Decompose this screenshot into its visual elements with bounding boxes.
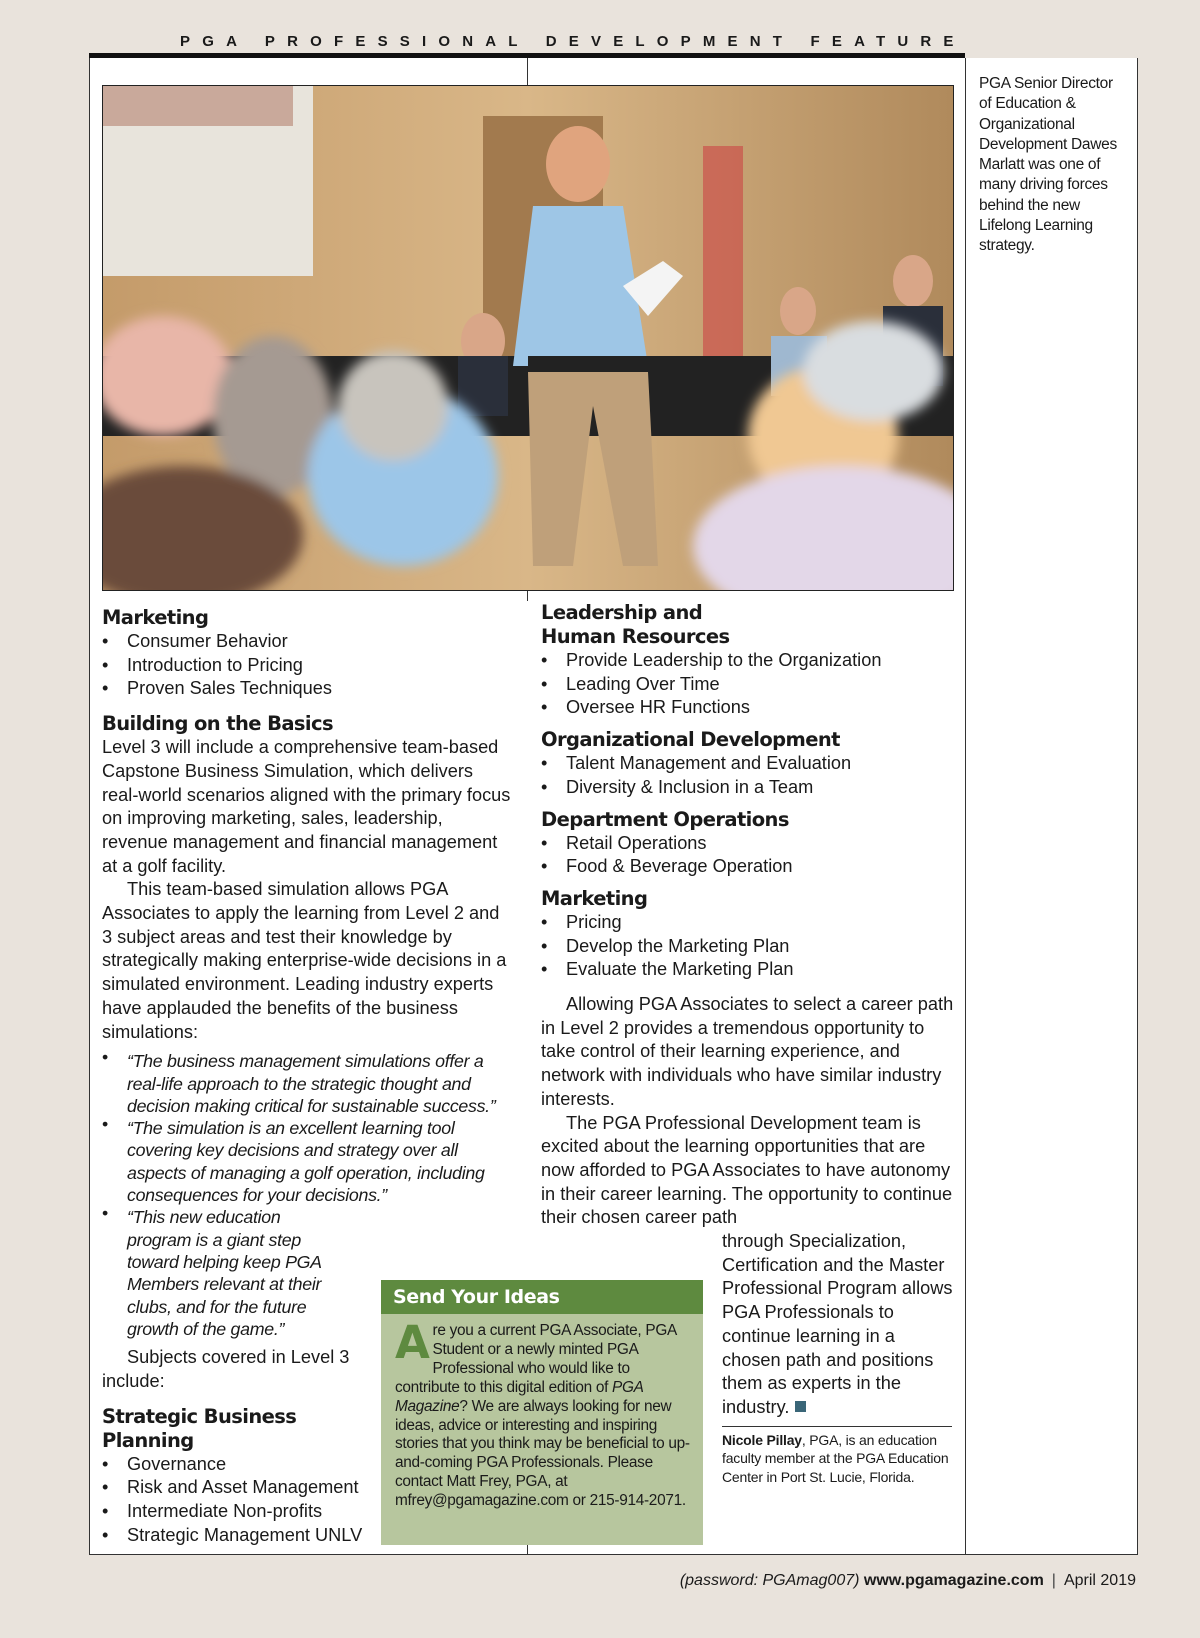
drop-cap: A (395, 1316, 430, 1369)
body-paragraph: This team-based simulation allows PGA Associates to apply the learning from Level 2 and 3 subject areas and test their knowledge by strategically making enterprise-wide decisions in a simulated environment. Leading industry experts have applauded the benefits of the business simulations: (102, 879, 507, 1042)
list-item: • Develop the Marketing Plan (541, 935, 956, 959)
list-item: • Strategic Management UNLV (102, 1524, 512, 1548)
heading-leadership: Leadership and Human Resources (541, 601, 730, 648)
quote-item: • “The business management simulations offer a real-life approach to the strategic thought and decision making critical for sustainable success.” (102, 1050, 512, 1117)
footer-password: (password: PGAmag007) (679, 1572, 860, 1589)
body-paragraph: The PGA Professional Development team is excited about the learning opportunities that are now afforded to PGA Associates to have autonomy in their career learning. The opportunity to continue their chosen career path (541, 1112, 953, 1228)
send-ideas-text: re you a current PGA Associate, PGA Student or a newly minted PGA Professional who would like to contribute to this digital edition of (395, 1322, 677, 1396)
right-column-tail (722, 1230, 956, 1486)
send-ideas-text-2: ? We are always looking for new ideas, advice or interesting and inspiring stories that you think may be beneficial to up-and-coming PGA Professionals. Please contact Matt Frey, PGA, at mfrey@pgamagazine.com or 215-914-2071. (395, 1397, 690, 1510)
list-item: • Risk and Asset Management (102, 1476, 512, 1500)
page-footer (680, 1572, 1136, 1590)
heading-org-development: Organizational Development (541, 728, 840, 752)
seminar-photo-icon (103, 86, 953, 590)
heading-strategic-planning: Strategic Business Planning (102, 1404, 297, 1452)
send-ideas-heading: Send Your Ideas (381, 1280, 703, 1314)
footer-date: April 2019 (1063, 1572, 1136, 1589)
list-item: • Evaluate the Marketing Plan (541, 958, 956, 982)
orgdev-list (541, 752, 956, 799)
body-paragraph: Level 3 will include a comprehensive team-based Capstone Business Simulation, which delivers real-world scenarios aligned with the primary focus on improving marketing, sales, leadership, revenue management and financial management at a golf facility. (102, 737, 511, 876)
list-item: • Consumer Behavior (102, 630, 512, 654)
leadership-list (541, 649, 956, 720)
list-item: • Leading Over Time (541, 673, 956, 697)
list-item: • Oversee HR Functions (541, 696, 956, 720)
list-item: • Proven Sales Techniques (102, 677, 512, 701)
list-item: • Retail Operations (541, 832, 956, 856)
deptops-list (541, 832, 956, 879)
author-name: Nicole Pillay (722, 1431, 802, 1448)
author-bio (722, 1431, 952, 1486)
author-bio-text: , PGA, is an education faculty member at the PGA Education Center in Port St. Lucie, Florida. (722, 1431, 949, 1485)
footer-site-link[interactable]: www.pgamagazine.com (863, 1572, 1044, 1589)
marketing2-list (541, 911, 956, 982)
body-paragraph: through Specialization, Certification and the Master Professional Program allows PGA Professionals to continue learning in a chosen path and positions them as experts in the industry. (722, 1231, 953, 1417)
body-paragraph: Subjects covered in Level 3 include: (102, 1347, 350, 1391)
list-item: • Diversity & Inclusion in a Team (541, 776, 956, 800)
caption-divider (965, 58, 966, 1554)
marketing-list (102, 630, 512, 701)
body-paragraph: Allowing PGA Associates to select a career path in Level 2 provides a tremendous opportunity to take control of their learning experience, and network with individuals who have similar industry interests. (541, 994, 954, 1109)
quote-item: • “This new education program is a giant step toward helping keep PGA Members relevant at their clubs, and for the future growth of the game.” (102, 1206, 337, 1340)
heading-dept-operations: Department Operations (541, 807, 789, 831)
author-rule (722, 1426, 952, 1427)
heading-marketing-2: Marketing (541, 886, 648, 910)
heading-building-basics: Building on the Basics (102, 712, 333, 736)
footer-separator: | (1051, 1572, 1056, 1589)
list-item: • Food & Beverage Operation (541, 855, 956, 879)
end-mark-icon (795, 1401, 806, 1412)
list-item: • Pricing (541, 911, 956, 935)
list-item: • Introduction to Pricing (102, 654, 512, 678)
seminar-photo (102, 85, 954, 591)
heading-marketing: Marketing (102, 606, 209, 629)
photo-caption: PGA Senior Director of Education & Organizational Development Dawes Marlatt was one of many driving forces behind the new Lifelong Learning strategy. (979, 75, 1117, 255)
send-ideas-box (381, 1280, 703, 1545)
magazine-name: PGA Magazine (395, 1378, 644, 1415)
section-header: PGA PROFESSIONAL DEVELOPMENT FEATURE (180, 33, 966, 50)
list-item: • Governance (102, 1453, 512, 1477)
article-page (89, 58, 1138, 1555)
quote-item: • “The simulation is an excellent learning tool covering key decisions and strategy over all aspects of managing a golf operation, including consequences for your decisions.” (102, 1117, 512, 1206)
list-item: • Intermediate Non-profits (102, 1500, 512, 1524)
send-ideas-body (381, 1314, 703, 1511)
list-item: • Provide Leadership to the Organization (541, 649, 956, 673)
list-item: • Talent Management and Evaluation (541, 752, 956, 776)
